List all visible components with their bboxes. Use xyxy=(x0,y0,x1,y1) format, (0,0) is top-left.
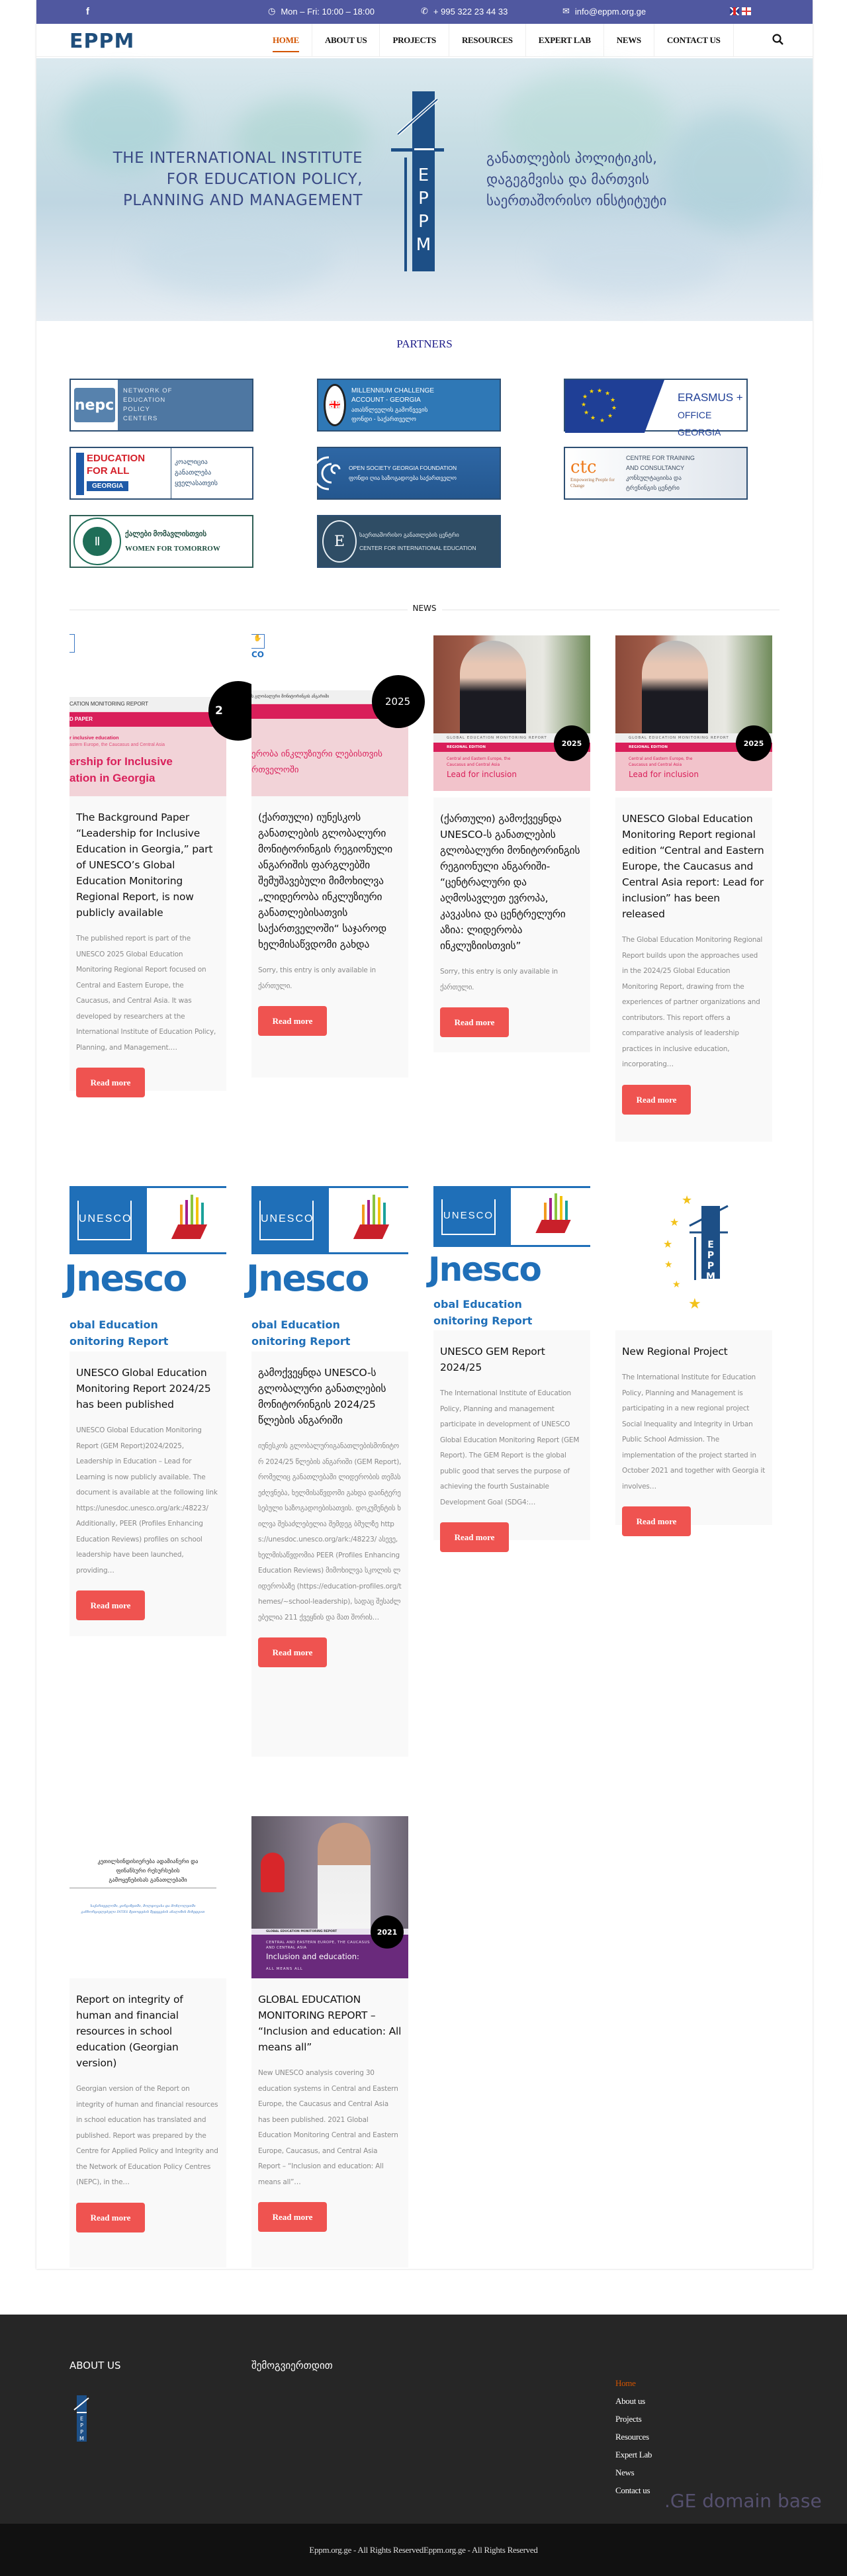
cover-text: D PAPER xyxy=(69,712,226,727)
year-badge: 2 xyxy=(208,681,268,741)
news-excerpt: იუნესკოს გლობალურიგანათლებისმონიტორ 2024/25 წლების ანგარიში (GEM Report), რომელიც განათლებაში ლიდერობის თემას ეძღვნება, ხელმისაწვდომი გახდა დაინტერესებული საზოგადოებისათვის. დოკუმენტის ხილვა შესაძლებელია შემდეგ ბმულზე https://unesdoc.unesco.org/ark:/48223/ ასევე, ხელმისაწვდომია PEER (Profiles Enhancing Education Reviews) მიმოხილვა სკოლის ლიდერობაზე (https://education-profiles.org/themes/~school-leadership), სადაც შესაძლებელია 211 ქვეყნის და მათ შორის… xyxy=(258,1442,402,1622)
read-more-button[interactable]: Read more xyxy=(76,1068,145,1097)
cover-text: Inclusion and education: xyxy=(266,1952,359,1961)
partner-text: ფონდი - საქართველო xyxy=(351,416,416,422)
footer-about-title: ABOUT US xyxy=(69,2360,121,2371)
hero-en-line: THE INTERNATIONAL INSTITUTE xyxy=(112,150,363,167)
hero-en-line: PLANNING AND MANAGEMENT xyxy=(122,192,363,209)
emblem-letter: E xyxy=(707,1240,714,1250)
unesco-logo-fragment xyxy=(69,634,75,653)
footer-link-resources[interactable]: Resources xyxy=(615,2432,649,2442)
partner-text: NETWORK OF xyxy=(123,387,173,394)
news-image[interactable] xyxy=(433,635,590,791)
news-card-body xyxy=(251,1978,408,2268)
cover-text: ერობა ინკლუზიური ლებისთვის რთველოში xyxy=(251,749,382,775)
osgf-spiral-icon xyxy=(325,453,346,493)
news-title[interactable]: Report on integrity of human and financial resources in school education (Georgian version) xyxy=(76,1994,183,2069)
news-title[interactable]: UNESCO Global Education Monitoring Report 2024/25 has been published xyxy=(76,1367,211,1410)
cover-text: Lead for inclusion xyxy=(629,770,699,779)
read-more-button[interactable]: Read more xyxy=(76,2203,145,2232)
nav-news[interactable]: NEWS xyxy=(604,24,654,57)
mail-icon: ✉ xyxy=(562,6,570,16)
news-card-body xyxy=(69,796,226,1091)
svg-text:★: ★ xyxy=(682,1193,693,1207)
partner-text: ფონდი ღია საზოგადოება საქართველო xyxy=(349,475,457,481)
cover-text: CENTRAL AND EASTERN EUROPE, THE CAUCASUS AND CENTRAL ASIA xyxy=(266,1941,370,1950)
news-card-body xyxy=(69,1978,226,2268)
cover-text: Jnesco xyxy=(64,1258,187,1299)
main-nav xyxy=(36,24,813,57)
cover-text: გამოყენებისას განათლებაში xyxy=(109,1877,187,1884)
nav-resources[interactable]: RESOURCES xyxy=(449,24,526,57)
year-badge: 2025 xyxy=(372,675,425,728)
news-excerpt: The Global Education Monitoring Regional Report builds upon the approaches used in the 2024/25 Global Education Monitoring Report, drawing from the experiences of partner organizations and contributors. This report offers a comparative analysis of leadership practices in inclusive education, incorporating… xyxy=(622,936,763,1068)
cie-globe-icon: E xyxy=(322,520,357,563)
svg-text:★: ★ xyxy=(589,389,595,395)
partner-text: WOMEN FOR TOMORROW xyxy=(125,545,220,553)
partner-text: ტრენინგის ცენტრი xyxy=(626,484,680,491)
svg-text:★: ★ xyxy=(597,388,603,394)
news-title[interactable]: (ქართული) იუნესკოს განათლების გლობალური მონიტორინგის რეგიონული ანგარიშის ფარგლებში შემუშავებული მიმოხილვა „ლიდერობა ინკლუზიური განათლებისათვის საქართველოში“ საჯაროდ ხელმისაწვდომი გახდა xyxy=(258,811,392,950)
footer-logo-letter: M xyxy=(79,2436,84,2442)
partner-text: Empowering People for Change xyxy=(570,477,615,488)
news-card-body xyxy=(69,1352,226,1636)
cover-text: Central and Eastern Europe, the Caucasus and Central Asia xyxy=(447,757,511,767)
news-card-body xyxy=(251,796,408,1078)
svg-text:★: ★ xyxy=(582,394,588,400)
partner-text: ERASMUS + xyxy=(678,391,743,404)
partner-text: ACCOUNT - GEORGIA xyxy=(351,396,421,404)
news-excerpt: Sorry, this entry is only available in ქართული. xyxy=(440,968,558,991)
partner-text: ყველასათვის xyxy=(175,480,218,487)
news-image[interactable] xyxy=(251,1816,408,1978)
news-title[interactable]: (ქართული) გამოქვეყნდა UNESCO-ს განათლების გლობალური მონიტორინგის რეგიონული ანგარიში- “ცენტრალური და აღმოსავლეთ ევროპა, კავკასია და ცენტრელური აზია: ლიდერობა ინკლუზიისთვის” xyxy=(440,813,580,952)
partner-text: EDUCATION xyxy=(123,396,166,404)
nepc-logo-icon: nepc xyxy=(74,388,115,422)
read-more-button[interactable]: Read more xyxy=(622,1506,691,1536)
cover-text: onitoring Report xyxy=(433,1314,533,1327)
svg-text:★: ★ xyxy=(670,1216,680,1228)
wft-column-icon: Ⅱ xyxy=(83,527,112,556)
cover-text: ALL MEANS ALL xyxy=(266,1967,303,1971)
partner-text: ctc xyxy=(570,457,597,477)
read-more-button[interactable]: Read more xyxy=(76,1590,145,1620)
domain-badge[interactable]: .GE domain base xyxy=(664,2490,822,2512)
uk-flag-icon[interactable] xyxy=(730,7,739,15)
news-image[interactable] xyxy=(69,634,226,796)
partner-text: AND CONSULTANCY xyxy=(626,465,685,471)
news-excerpt: The published report is part of the UNESCO 2025 Global Education Monitoring Regional Report focused on Central and Eastern Europe, the Caucasus, and Central Asia. It was developed by researchers at the International Institute of Education Policy, Planning, and Management.… xyxy=(76,935,216,1052)
news-card-body xyxy=(433,1330,590,1540)
partner-nepc[interactable] xyxy=(69,379,253,432)
svg-text:★: ★ xyxy=(590,415,596,422)
language-switcher xyxy=(730,7,751,15)
hero-ka-line: დაგეგმვისა და მართვის xyxy=(486,171,650,187)
footer xyxy=(0,2315,847,2524)
emblem-letter: P xyxy=(707,1250,715,1261)
hero-mark-letter: P xyxy=(418,212,429,232)
news-heading: NEWS xyxy=(407,604,441,613)
top-bar xyxy=(36,0,813,24)
read-more-button[interactable]: Read more xyxy=(440,1007,509,1037)
unesco-temple-icon: UNESCO xyxy=(259,1201,314,1240)
footer-logo-letter: P xyxy=(80,2422,83,2428)
svg-text:★: ★ xyxy=(605,391,611,397)
efa-logo-bar xyxy=(76,453,84,495)
partner-text: OPEN SOCIETY GEORGIA FOUNDATION xyxy=(349,465,457,471)
news-card-body xyxy=(251,1352,408,1757)
emblem-letter: M xyxy=(706,1271,715,1282)
partner-text: ქალები მომავლისთვის xyxy=(125,530,207,538)
hours-text: Mon – Fri: 10:00 – 18:00 xyxy=(281,6,375,17)
footer-link-news[interactable]: News xyxy=(615,2467,635,2477)
partner-women-for-tomorrow[interactable] xyxy=(69,515,253,568)
site-logo[interactable]: EPPM xyxy=(69,30,135,53)
cover-text: astern Europe, the Caucasus and Central Asia xyxy=(69,743,165,747)
read-more-button[interactable]: Read more xyxy=(258,2202,327,2232)
cover-text: onitoring Report xyxy=(69,1335,169,1348)
cover-text: კეთილსინდისიერება ადამიანური და xyxy=(97,1859,199,1865)
partner-text: ათასწლეულის გამოწვევის xyxy=(351,406,428,413)
news-image[interactable] xyxy=(246,1186,408,1352)
news-title[interactable]: UNESCO GEM Report 2024/25 xyxy=(440,1346,545,1373)
hero-banner xyxy=(36,58,813,321)
cover-text: Jnesco xyxy=(428,1250,541,1289)
news-excerpt: Georgian version of the Report on integrity of human and financial resources in school education has translated and published. Report was prepared by the Centre for Applied Policy and Integrity and the Network of Education Policy Centres (NEPC), in the… xyxy=(76,2085,218,2186)
news-title[interactable]: გამოქვეყნდა UNESCO-ს გლობალური განათლების მონიტორინგის 2024/25 წლების ანგარიში xyxy=(258,1367,386,1426)
cover-text: ership for Inclusive ation in Georgia xyxy=(69,755,173,784)
news-title[interactable]: GLOBAL EDUCATION MONITORING REPORT – “Inclusion and education: All means all” xyxy=(258,1994,402,2053)
unesco-temple-icon: UNESCO xyxy=(441,1199,496,1235)
footer-logo-letter: P xyxy=(80,2429,83,2435)
cover-text: obal Education xyxy=(69,1318,158,1331)
partner-text: FOR ALL xyxy=(87,465,130,477)
gem-hand-icon xyxy=(329,1188,408,1252)
news-card-body xyxy=(615,798,772,1142)
news-excerpt: UNESCO Global Education Monitoring Report (GEM Report)2024/2025, Leadership in Education – Lead for Learning is now publicly available. The document is available at the following link https://unesdoc.unesco.org/ark:/48223/ Additionally, PEER (Profiles Enhancing Education Reviews) profiles on school leadership have been launched, providing… xyxy=(76,1426,218,1575)
georgia-flag-icon[interactable] xyxy=(742,7,751,15)
partner-text: საერთაშორისო განათლების ცენტრი xyxy=(359,531,459,538)
news-image[interactable] xyxy=(615,635,772,791)
footer-logo-letter: E xyxy=(79,2416,84,2422)
read-more-button[interactable]: Read more xyxy=(258,1637,327,1667)
phone-text[interactable]: + 995 322 23 44 33 xyxy=(433,6,508,17)
svg-text:★: ★ xyxy=(664,1260,673,1270)
phone-icon: ✆ xyxy=(421,6,428,16)
footer-eppm-logo[interactable] xyxy=(71,2395,91,2442)
news-card-body xyxy=(615,1330,772,1525)
cover-text: onitoring Report xyxy=(251,1335,351,1348)
email-link[interactable]: info@eppm.org.ge xyxy=(574,6,646,17)
news-image[interactable] xyxy=(64,1186,226,1352)
unesco-hand-icon: ✋ xyxy=(251,634,265,649)
footer-link-expert-lab[interactable]: Expert Lab xyxy=(615,2450,652,2460)
hero-mark-letter: E xyxy=(418,165,429,185)
news-excerpt: Sorry, this entry is only available in ქართული. xyxy=(258,966,377,990)
unesco-temple-icon: UNESCO xyxy=(77,1201,132,1240)
partner-open-society[interactable] xyxy=(317,447,501,500)
gem-hand-icon xyxy=(147,1188,226,1252)
footer-link-projects[interactable]: Projects xyxy=(615,2414,642,2424)
year-badge: 2021 xyxy=(371,1915,404,1949)
cover-text: r inclusive education xyxy=(69,735,119,741)
mca-seal-icon: 🇬🇪 xyxy=(324,384,346,426)
partner-text: MILLENNIUM CHALLENGE xyxy=(351,387,435,394)
news-image[interactable] xyxy=(428,1186,590,1330)
cover-text: GLOBAL EDUCATION MONITORING REPORT xyxy=(251,1929,408,1935)
cover-text: GLOBAL EDUCATION MONITORING REPORT xyxy=(615,733,772,743)
cover-text: GLOBAL EDUCATION MONITORING REPORT xyxy=(433,733,590,743)
cover-text: obal Education xyxy=(251,1318,340,1331)
partner-text: განათლება xyxy=(175,469,212,477)
partner-text: CENTRE FOR TRAINING xyxy=(626,455,695,461)
news-title[interactable]: New Regional Project xyxy=(622,1346,728,1357)
partner-text: OFFICE GEORGIA xyxy=(678,410,721,437)
phone-info xyxy=(421,6,508,17)
svg-text:★: ★ xyxy=(663,1238,673,1250)
partners-title: PARTNERS xyxy=(396,338,453,350)
cover-text: საქართველოში, ყირგიზეთში, მოლდოვასა და მონღოლეთში განხორციელებული INTES მეთოდების შედეგების ანალიზის მიხედვით xyxy=(81,1904,205,1914)
cover-text: obal Education xyxy=(433,1298,522,1311)
partner-ctc[interactable] xyxy=(564,447,748,500)
partner-text: CENTERS xyxy=(123,415,158,422)
emblem-letter: P xyxy=(707,1261,715,1271)
copyright-text: Eppm.org.ge - All Rights ReservedEppm.org.ge - All Rights Reserved xyxy=(309,2545,538,2555)
news-image[interactable] xyxy=(615,1186,772,1330)
cover-text: Jnesco xyxy=(246,1258,369,1299)
copyright-bar xyxy=(0,2524,847,2576)
nav-expert-lab[interactable]: EXPERT LAB xyxy=(526,24,604,57)
partner-text: CENTER FOR INTERNATIONAL EDUCATION xyxy=(359,545,476,551)
svg-text:★: ★ xyxy=(581,402,587,408)
cover-text: ს გლობალური მონიტორინგის ანგარიში xyxy=(251,690,408,704)
gem-hand-icon xyxy=(511,1188,590,1245)
news-card-body xyxy=(433,798,590,1052)
nav-projects[interactable]: PROJECTS xyxy=(380,24,449,57)
partner-education-for-all[interactable] xyxy=(69,447,253,500)
svg-text:★: ★ xyxy=(610,397,616,404)
nav-contact-us[interactable]: CONTACT US xyxy=(654,24,734,57)
year-badge: 2025 xyxy=(554,725,590,761)
partner-erasmus[interactable] xyxy=(564,379,748,437)
news-image[interactable] xyxy=(69,1816,226,1978)
news-excerpt: The International Institute for Education Policy, Planning and Management is participating in a new regional project Social Inequality and Integrity in Urban Public School Admission. The implementation of the project started in October 2021 and together with Georgia it involves… xyxy=(622,1373,766,1491)
svg-text:★: ★ xyxy=(611,405,617,412)
hero-en-line: FOR EDUCATION POLICY, xyxy=(166,171,363,188)
hero-title-georgian xyxy=(486,148,666,211)
svg-text:★: ★ xyxy=(600,418,605,424)
footer-link-home[interactable]: Home xyxy=(615,2378,636,2388)
hero-mark-letter: M xyxy=(416,235,431,255)
news-title[interactable]: UNESCO Global Education Monitoring Report regional edition “Central and Eastern Europe, the Caucasus and Central Asia report: Lead for inclusion” has been released xyxy=(622,813,764,920)
search-icon[interactable] xyxy=(772,33,785,46)
partner-text: EDUCATION xyxy=(87,453,146,464)
news-title[interactable]: The Background Paper “Leadership for Inclusive Education in Georgia,” part of UNESCO’s Global Education Monitoring Regional Report, is now publicly available xyxy=(76,811,213,919)
svg-text:★: ★ xyxy=(688,1296,701,1312)
nav-home[interactable]: HOME xyxy=(260,24,312,57)
email-info xyxy=(562,6,646,17)
nav-about-us[interactable]: ABOUT US xyxy=(312,24,380,57)
cover-text: REGIONAL EDITION xyxy=(433,743,590,752)
partner-text: კოალიცია xyxy=(175,459,208,466)
cover-text: REGIONAL EDITION xyxy=(615,743,772,752)
news-excerpt: New UNESCO analysis covering 30 education systems in Central and Eastern Europe, the Caucasus and Central Asia has been published. 2021 Global Education Monitoring Central and Eastern Europe, Caucasus, and Central Asia Report – “Inclusion and education: All means all”… xyxy=(258,2069,398,2186)
eppm-emblem xyxy=(391,91,444,273)
partner-mca-georgia[interactable] xyxy=(317,379,501,432)
hours-info xyxy=(268,6,375,17)
nav-menu xyxy=(260,24,734,57)
footer-link-about-us[interactable]: About us xyxy=(615,2396,645,2406)
cover-text: Central and Eastern Europe, the Caucasus and Central Asia xyxy=(629,757,693,767)
partner-text: კონსულტაციისა და xyxy=(626,475,682,481)
clock-icon: ◷ xyxy=(268,6,276,16)
footer-contact-title: შემოგვიერთდით xyxy=(251,2360,333,2371)
cover-text: CO xyxy=(251,650,265,659)
footer-links xyxy=(615,2374,652,2499)
cover-text: CATION MONITORING REPORT xyxy=(69,697,226,712)
eppm-stars-emblem xyxy=(662,1189,735,1312)
read-more-button[interactable]: Read more xyxy=(622,1085,691,1115)
svg-text:★: ★ xyxy=(607,413,613,420)
hero-title-english xyxy=(113,148,363,211)
partner-text: GEORGIA xyxy=(87,481,128,491)
hero-mark-letter: P xyxy=(418,189,429,208)
facebook-icon[interactable]: f xyxy=(86,6,89,17)
partner-text: POLICY xyxy=(123,406,150,413)
year-badge: 2025 xyxy=(736,725,772,761)
footer-link-contact-us[interactable]: Contact us xyxy=(615,2485,650,2495)
site-container xyxy=(36,0,813,2269)
read-more-button[interactable]: Read more xyxy=(258,1006,327,1036)
hero-ka-line: განათლების პოლიტიკის, xyxy=(486,150,657,166)
cover-text: ფინანსური რესურსების xyxy=(116,1868,180,1874)
news-section-heading xyxy=(69,602,780,617)
partner-center-international-education[interactable] xyxy=(317,515,501,568)
news-image[interactable] xyxy=(251,634,411,796)
cover-text: Lead for inclusion xyxy=(447,770,517,779)
news-excerpt: The International Institute of Education Policy, Planning and management participate in development of UNESCO Global Education Monitoring Report (GEM Report). The GEM Report is the global public good that serves the purpose of achieving the fourth Sustainable Development Goal (SDG4:… xyxy=(440,1389,580,1506)
read-more-button[interactable]: Read more xyxy=(440,1522,509,1552)
hero-ka-line: საერთაშორისო ინსტიტუტი xyxy=(486,193,667,208)
eu-stars-icon xyxy=(580,387,619,425)
svg-text:★: ★ xyxy=(584,410,590,416)
svg-text:★: ★ xyxy=(672,1279,681,1290)
